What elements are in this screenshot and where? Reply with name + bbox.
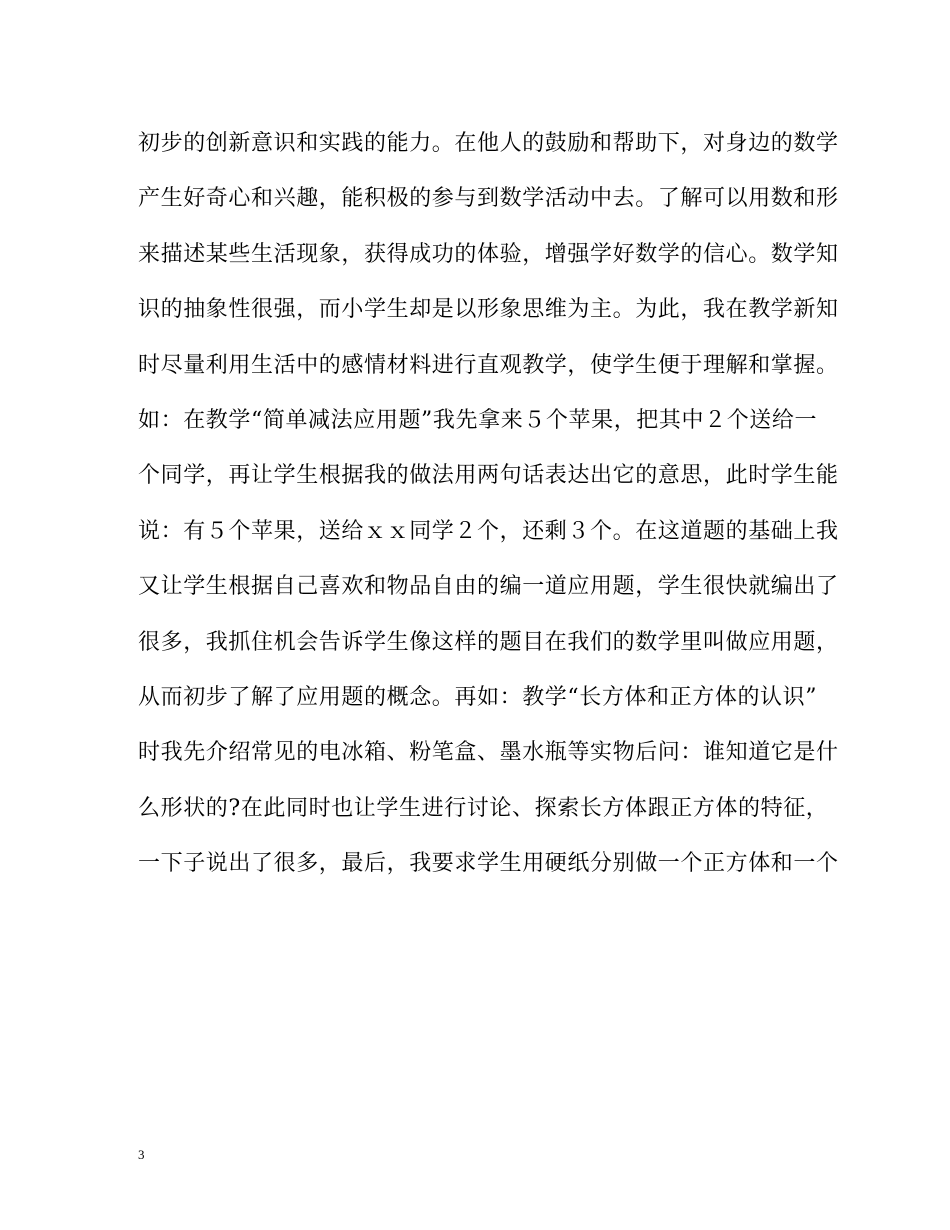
text-line: 又让学生根据自己喜欢和物品自由的编一道应用题，学生很快就编出了 [138, 574, 839, 600]
text-line: 么形状的?在此同时也让学生进行讨论、探索长方体跟正方体的特征， [138, 795, 829, 821]
text-line: 产生好奇心和兴趣，能积极的参与到数学活动中去。了解可以用数和形 [138, 186, 839, 212]
body-paragraph [138, 122, 839, 897]
text-line: 从而初步了解了应用题的概念。再如：教学“长方体和正方体的认识” [138, 684, 818, 710]
text-line: 来描述某些生活现象，获得成功的体验，增强学好数学的信心。数学知 [138, 241, 839, 267]
page-number: 3 [138, 1147, 145, 1162]
text-line: 时尽量利用生活中的感情材料进行直观教学，使学生便于理解和掌握。 [138, 352, 839, 378]
text-line: 很多，我抓住机会告诉学生像这样的题目在我们的数学里叫做应用题， [138, 629, 839, 655]
text-line: 如：在教学“简单减法应用题”我先拿来５个苹果，把其中２个送给一 [138, 407, 818, 433]
text-line: 时我先介绍常见的电冰箱、粉笔盒、墨水瓶等实物后问：谁知道它是什 [138, 740, 839, 766]
text-line: 说：有５个苹果，送给ｘｘ同学２个，还剩３个。在这道题的基础上我 [138, 518, 839, 544]
text-line: 一下子说出了很多，最后，我要求学生用硬纸分别做一个正方体和一个 [138, 851, 839, 877]
text-line: 识的抽象性很强，而小学生却是以形象思维为主。为此，我在教学新知 [138, 297, 839, 323]
text-line: 个同学，再让学生根据我的做法用两句话表达出它的意思，此时学生能 [138, 463, 839, 489]
text-line: 初步的创新意识和实践的能力。在他人的鼓励和帮助下，对身边的数学 [138, 131, 839, 156]
